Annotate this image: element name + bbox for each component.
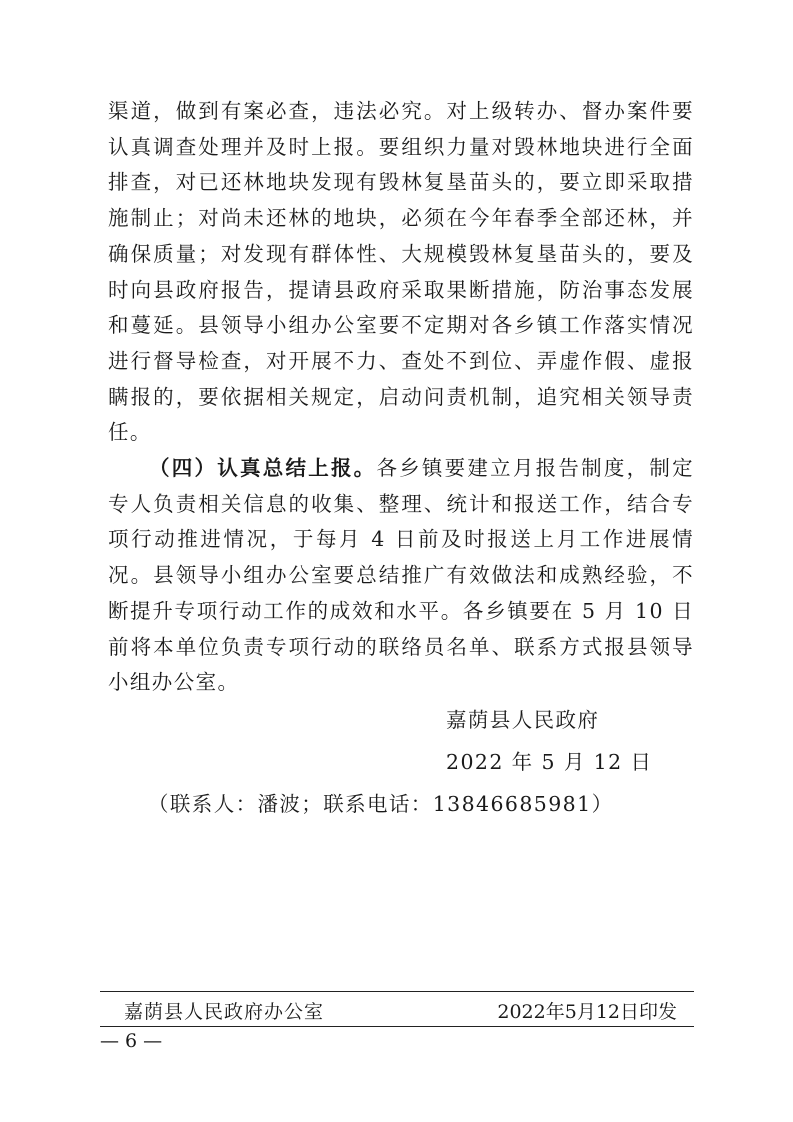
section-heading-summary-report: （四）认真总结上报。 bbox=[149, 456, 377, 481]
footer-rule-bottom bbox=[100, 1026, 694, 1027]
paragraph-continuation: 渠道，做到有案必查，违法必究。对上级转办、督办案件要认真调查处理并及时上报。要组织力量对毁林地块进行全面排查，对已还林地块发现有毁林复垦苗头的，要立即采取措施制止；对尚未还林的地块，必须在今年春季全部还林，并确保质量；对发现有群体性、大规模毁林复垦苗头的，要及时向县政府报告，提请县政府采取果断措施，防治事态发展和蔓延。县领导小组办公室要不定期对各乡镇工作落实情况进行督导检查，对开展不力、查处不到位、弄虚作假、虚报瞒报的，要依据相关规定，启动问责机制，追究相关领导责任。 bbox=[108, 99, 694, 445]
footer-issuer: 嘉荫县人民政府办公室 bbox=[124, 1001, 325, 1023]
paragraph-summary-report-text: 各乡镇要建立月报告制度，制定专人负责相关信息的收集、整理、统计和报送工作，结合专项行动推进情况，于每月 4 日前及时报送上月工作进展情况。县领导小组办公室要总结推广有效做法和成熟经验，不断提升专项行动工作的成效和水平。各乡镇要在 5 月 10 日前将本单位负责专项行动的联络员名单、联系方式报县领导小组办公室。 bbox=[108, 456, 694, 695]
contact-info: （联系人：潘波；联系电话：13846685981） bbox=[148, 792, 614, 816]
page-number: — 6 — bbox=[100, 1030, 163, 1052]
footer-rule-top bbox=[100, 991, 694, 992]
signature-organization: 嘉荫县人民政府 bbox=[446, 708, 600, 732]
signature-date: 2022 年 5 月 12 日 bbox=[446, 750, 653, 774]
document-body bbox=[108, 94, 694, 701]
footer-issue-date: 2022年5月12日印发 bbox=[497, 1001, 677, 1023]
paragraph-summary-report bbox=[108, 451, 694, 701]
